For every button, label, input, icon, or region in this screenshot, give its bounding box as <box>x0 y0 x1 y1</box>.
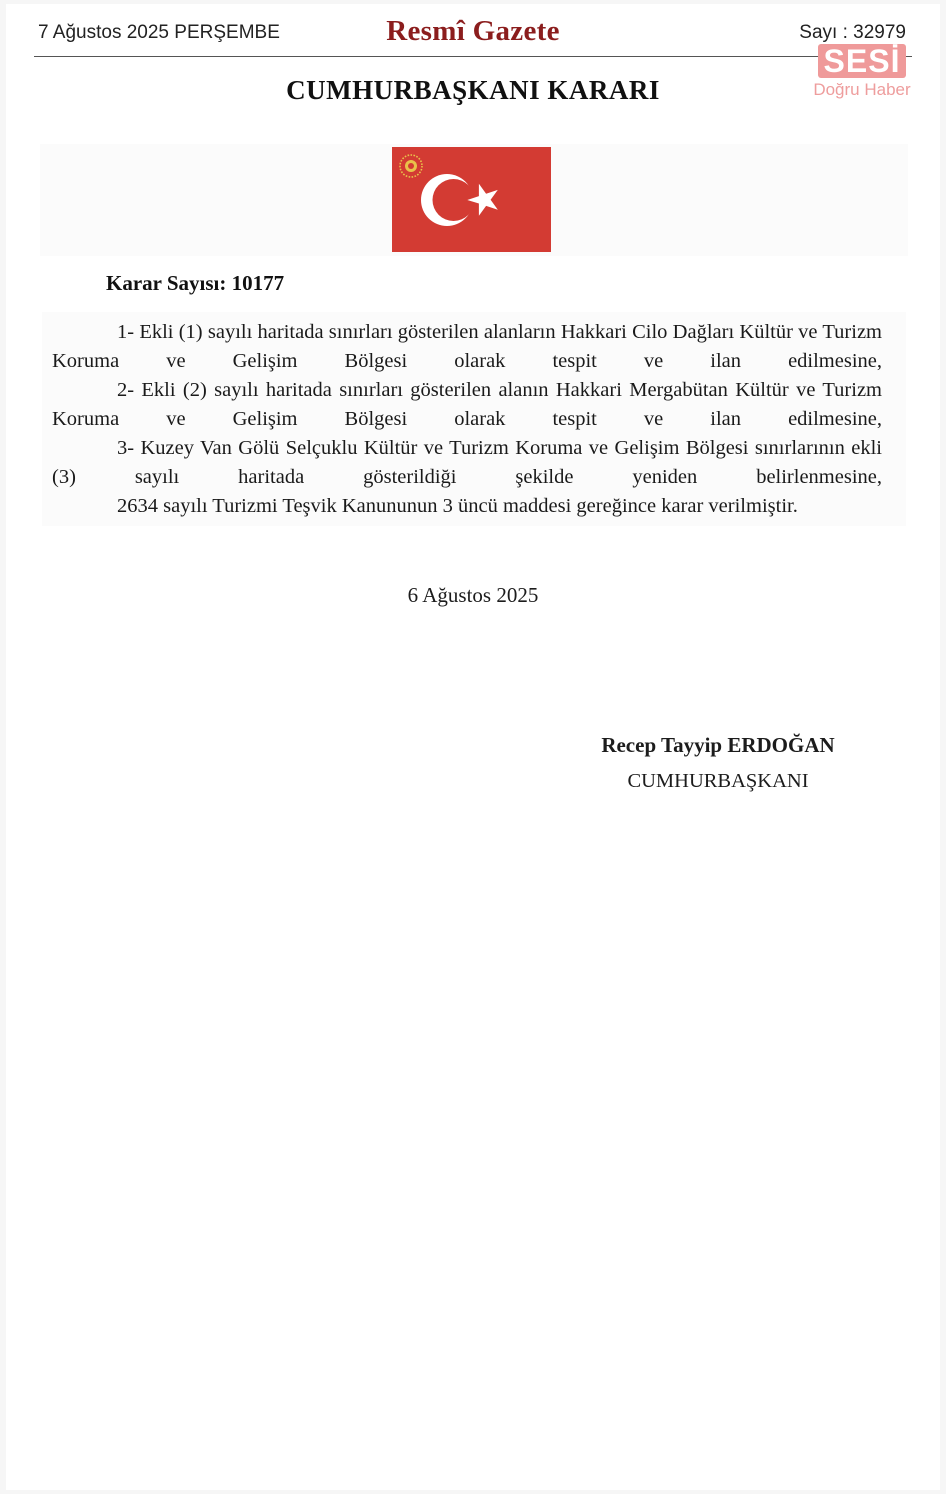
watermark <box>800 44 924 100</box>
signature-block <box>580 731 856 795</box>
signer-name: Recep Tayyip ERDOĞAN <box>601 733 835 757</box>
article-2: 2- Ekli (2) sayılı haritada sınırları gösterilen alanın Hakkari Mergabütan Kültür ve Turizm Koruma ve Gelişim Bölgesi olarak tespit ve ilan edilmesine, <box>52 379 882 430</box>
header-divider <box>34 56 912 57</box>
gazette-title: Resmî Gazete <box>386 15 560 47</box>
article-3: 3- Kuzey Van Gölü Selçuklu Kültür ve Turizm Koruma ve Gelişim Bölgesi sınırlarının ekli (3) sayılı haritada gösterildiği şekilde yeniden belirlenmesine, <box>52 437 882 488</box>
closing-clause: 2634 sayılı Turizmi Teşvik Kanununun 3 üncü maddesi gereğince karar verilmiştir. <box>117 495 798 517</box>
article-1: 1- Ekli (1) sayılı haritada sınırları gösterilen alanların Hakkari Cilo Dağları Kültür ve Turizm Koruma ve Gelişim Bölgesi olarak tespit ve ilan edilmesine, <box>52 321 882 372</box>
decision-number: Karar Sayısı: 10177 <box>106 271 285 295</box>
watermark-logo: SESİ <box>818 44 907 78</box>
signer-title: CUMHURBAŞKANI <box>627 770 809 792</box>
turkish-flag-icon <box>392 147 551 252</box>
header-date: 7 Ağustos 2025 PERŞEMBE <box>38 22 280 43</box>
watermark-subtitle: Doğru Haber <box>813 80 911 99</box>
issue-number: Sayı : 32979 <box>799 22 906 43</box>
decision-date: 6 Ağustos 2025 <box>407 583 539 607</box>
document-title: CUMHURBAŞKANI KARARI <box>286 75 660 105</box>
decision-body <box>52 318 882 521</box>
